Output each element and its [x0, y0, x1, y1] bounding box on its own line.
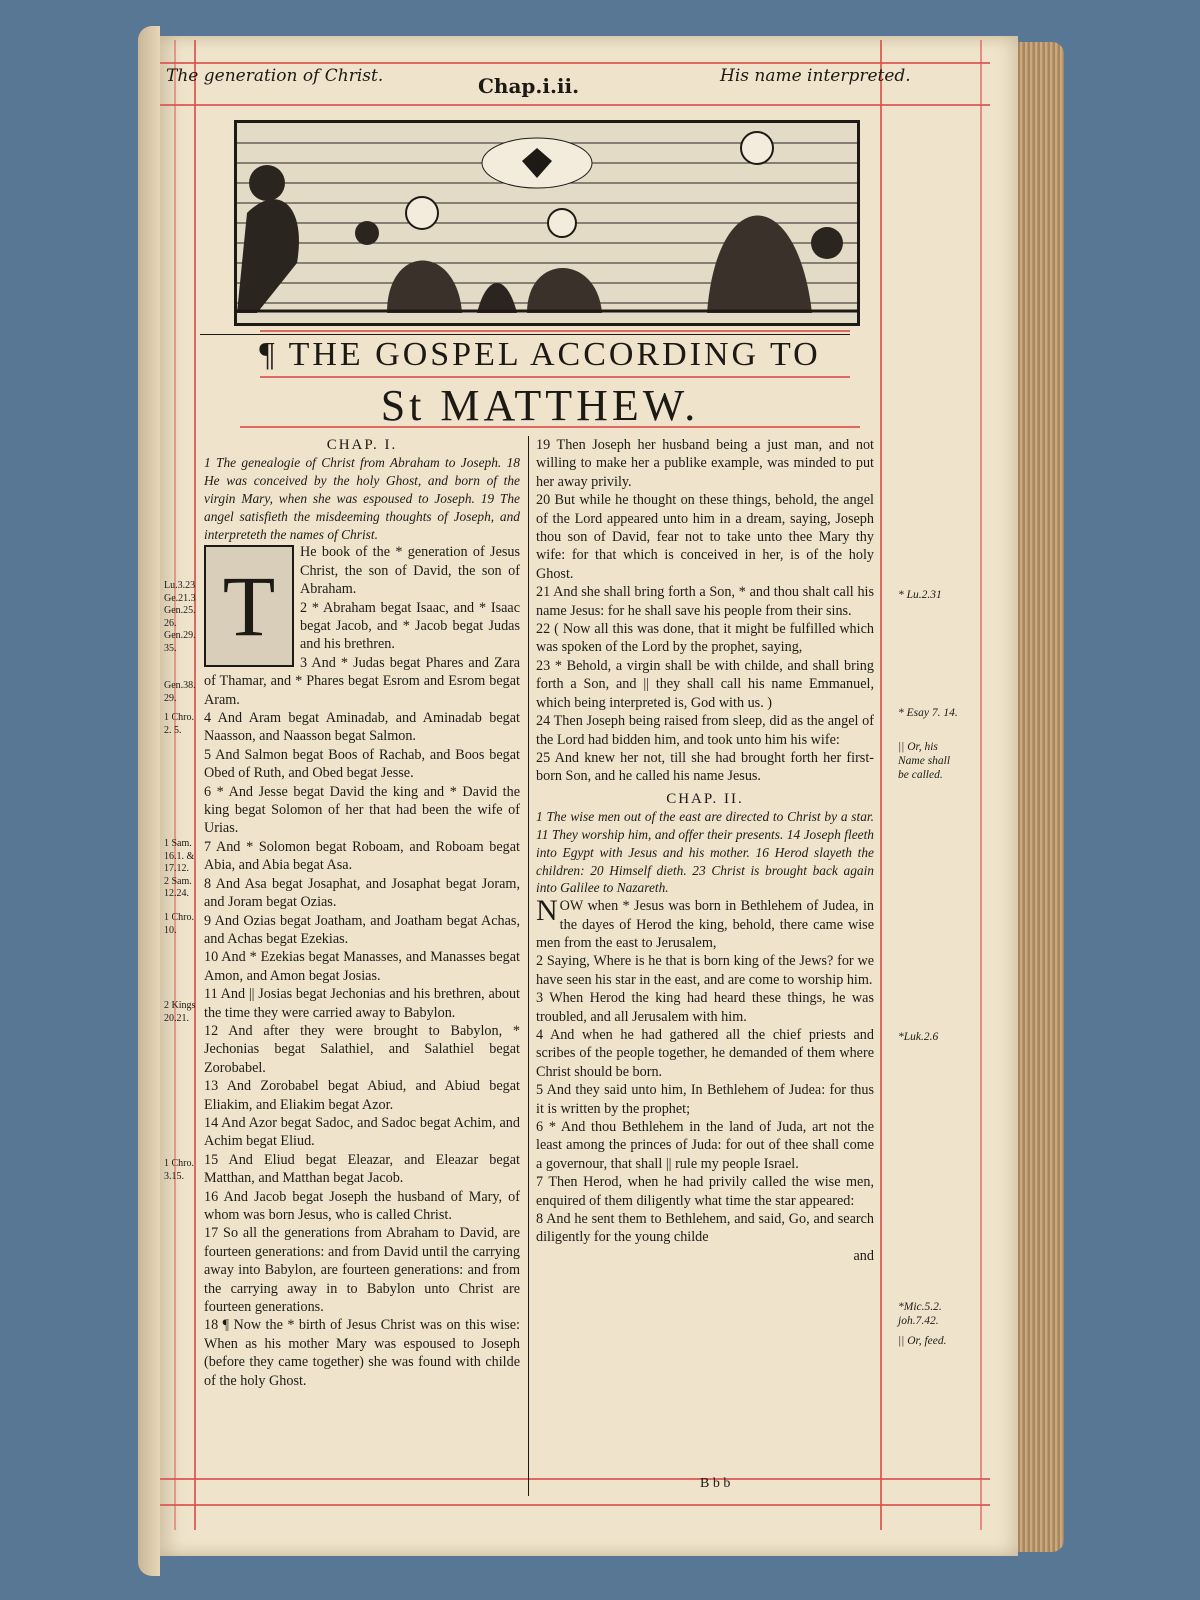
verse: 23 * Behold, a virgin shall be with childe, and shall bring forth a Son, and || they shall call his name Emmanuel, which being interpreted is, God with us. ) — [536, 657, 874, 711]
margin-note-right: * Lu.2.31 — [898, 589, 942, 601]
verse: 8 And he sent them to Bethlehem, and said, Go, and search diligently for the young childe — [536, 1211, 874, 1246]
verse: OW when * Jesus was born in Bethlehem of Judea, in the dayes of Herod the king, behold, there came wise men from the east to Jerusalem, — [536, 898, 874, 951]
verse: 15 And Eliud begat Eleazar, and Eleazar begat Matthan, and Matthan begat Jacob. — [204, 1151, 520, 1187]
margin-note-right: * Esay 7. 14. — [898, 707, 958, 719]
verse: 3 When Herod the king had heard these things, he was troubled, and all Jerusalem with him. — [536, 990, 874, 1025]
margin-note-left: 1 Chro. 10. — [164, 912, 194, 936]
verse: 6 * And Jesse begat David the king and * David the king begat Solomon of her that had been the wife of Urias. — [204, 783, 520, 837]
verse: He book of the * generation of Jesus Christ, the son of David, the son of Abraham. — [300, 544, 520, 598]
gospel-book-name: St MATTHEW. — [380, 381, 700, 430]
chapter-summary: 1 The genealogie of Christ from Abraham to Joseph. 18 He was conceived by the holy Ghost, and born of the virgin Mary, when she was espoused to Joseph. 19 The angel satisfieth the misdeeming thoughts of Joseph, and interpreteth the names of Christ. — [204, 455, 520, 542]
margin-note-right: || Or, his Name shall be called. — [898, 741, 951, 781]
verse: 4 And when he had gathered all the chief priests and scribes of the people together, he demanded of them where Christ should be born. — [536, 1026, 874, 1080]
verse: 16 And Jacob begat Joseph the husband of Mary, of whom was born Jesus, who is called Christ. — [204, 1188, 520, 1224]
margin-note-left: 2 Kings 20.21. — [164, 1000, 196, 1024]
gospel-title: ¶ THE GOSPEL ACCORDING TO — [259, 336, 821, 373]
verse: 14 And Azor begat Sadoc, and Sadoc begat Achim, and Achim begat Eliud. — [204, 1114, 520, 1150]
text-column-left — [204, 436, 520, 1390]
margin-note-right: || Or, feed. — [898, 1335, 947, 1347]
red-rule-foot — [160, 1504, 990, 1506]
verse: 4 And Aram begat Aminadab, and Aminadab begat Naasson, and Naasson begat Salmon. — [204, 710, 520, 745]
signature-mark: B b b — [700, 1476, 731, 1491]
verse: 20 But while he thought on these things, behold, the angel of the Lord appeared unto him in a dream, saying, Joseph thou son of David, fear not to take unto thee Mary thy wife: for that which is conceived in her, is of the holy Ghost. — [536, 492, 874, 582]
margin-note-left: Gen.38. 29. — [164, 680, 196, 704]
margin-note-left: 1 Chro. 3.15. — [164, 1158, 194, 1182]
verse: 7 And * Solomon begat Roboam, and Roboam begat Abia, and Abia begat Asa. — [204, 838, 520, 874]
red-rule-bottom — [160, 1478, 990, 1480]
verse: 17 So all the generations from Abraham to David, are fourteen generations: and from David until the carrying away into Babylon, are fourteen generations: and from the carrying away in to Babylon unto Christ are fourteen generations. — [204, 1225, 520, 1316]
text-column-right — [536, 436, 874, 1265]
verse: 12 And after they were brought to Babylon, * Jechonias begat Salathiel, and Salathiel begat Zorobabel. — [204, 1022, 520, 1076]
woodcut-illustration — [234, 120, 860, 326]
red-rule-title-mid — [260, 376, 850, 378]
page-block-edge — [1018, 42, 1064, 1552]
verse: 22 ( Now all this was done, that it might be fulfilled which was spoken of the Lord by the prophet, saying, — [536, 621, 874, 656]
margin-note-left: 1 Chro. 2. 5. — [164, 712, 194, 736]
verse: 7 Then Herod, when he had privily called the wise men, enquired of them diligently what time the star appeared: — [536, 1174, 874, 1209]
verse: 6 * And thou Bethlehem in the land of Juda, art not the least among the princes of Juda: for out of thee shall come a governour, that shall || rule my people Israel. — [536, 1118, 874, 1172]
left-page-edge — [138, 26, 160, 1576]
verse: 11 And || Josias begat Jechonias and his brethren, about the time they were carried away to Babylon. — [204, 986, 520, 1021]
red-rule-right — [880, 40, 882, 1530]
red-rule-outer — [174, 40, 176, 1530]
title-line — [200, 334, 850, 335]
verse: 21 And she shall bring forth a Son, * and thou shalt call his name Jesus: for he shall save his people from their sins. — [536, 584, 874, 619]
red-rule-title-top — [260, 330, 850, 332]
woodcut-image — [237, 123, 857, 323]
verse: 13 And Zorobabel begat Abiud, and Abiud begat Eliakim, and Eliakim begat Azor. — [204, 1078, 520, 1113]
margin-note-right: *Mic.5.2. joh.7.42. — [898, 1301, 942, 1327]
verse: 8 And Asa begat Josaphat, and Josaphat begat Joram, and Joram begat Ozias. — [204, 875, 520, 911]
red-rule-header — [160, 104, 990, 106]
verse: 10 And * Ezekias begat Manasses, and Manasses begat Amon, and Amon begat Josias. — [204, 949, 520, 984]
verse: 5 And they said unto him, In Bethlehem of Judea: for thus it is written by the prophet; — [536, 1082, 874, 1117]
margin-note-right: *Luk.2.6 — [898, 1031, 939, 1043]
verse: 5 And Salmon begat Boos of Rachab, and Boos begat Obed of Ruth, and Obed begat Jesse. — [204, 746, 520, 782]
chapter-summary: 1 The wise men out of the east are directed to Christ by a star. 11 They worship him, and offer their presents. 14 Joseph fleeth into Egypt with Jesus and his mother. 16 Herod slayeth the children: 20 Himself dieth. 23 Christ is brought back again into Galilee to Nazareth. — [536, 809, 874, 896]
chapter-heading: CHAP. I. — [326, 437, 398, 453]
verse: 2 * Abraham begat Isaac, and * Isaac begat Jacob, and * Jacob begat Judas and his brethren. — [300, 599, 520, 653]
red-rule-top — [160, 62, 990, 64]
verse: 24 Then Joseph being raised from sleep, did as the angel of the Lord had bidden him, and took unto him his wife: — [536, 713, 874, 748]
verse: 2 Saying, Where is he that is born king of the Jews? for we have seen his star in the east, and are come to worship him. — [536, 953, 874, 988]
verse: 9 And Ozias begat Joatham, and Joatham begat Achas, and Achas begat Ezekias. — [204, 912, 520, 947]
column-divider — [528, 436, 529, 1496]
margin-note-left: Lu.3.23 Ge.21.3 Gen.25. 26. Gen.29. 35. — [164, 580, 196, 654]
margin-note-left: 1 Sam. 16.1. & 17.12. 2 Sam. 12.24. — [164, 838, 195, 899]
red-rule-far — [980, 40, 982, 1530]
red-rule-left — [194, 40, 196, 1530]
verse: 3 And * Judas begat Phares and Zara of Thamar, and * Phares begat Esrom and Esrom begat Aram. — [204, 654, 520, 708]
drop-cap: T — [204, 545, 294, 667]
verse: 19 Then Joseph her husband being a just man, and not willing to make her a publike example, was minded to put her away privily. — [536, 437, 874, 490]
catchword: and — [853, 1247, 874, 1264]
running-head-right: His name interpreted. — [720, 66, 911, 86]
initial-letter: N — [536, 894, 558, 928]
verse: 25 And knew her not, till she had brought forth her first-born Son, and he called his name Jesus. — [536, 749, 874, 785]
running-head-left: The generation of Christ. — [166, 66, 384, 86]
verse: 18 ¶ Now the * birth of Jesus Christ was on this wise: When as his mother Mary was espoused to Joseph (before they came together) she was found with childe of the holy Ghost. — [204, 1317, 520, 1389]
running-head-center: Chap.i.ii. — [478, 74, 580, 98]
chapter-heading: CHAP. II. — [666, 790, 744, 807]
